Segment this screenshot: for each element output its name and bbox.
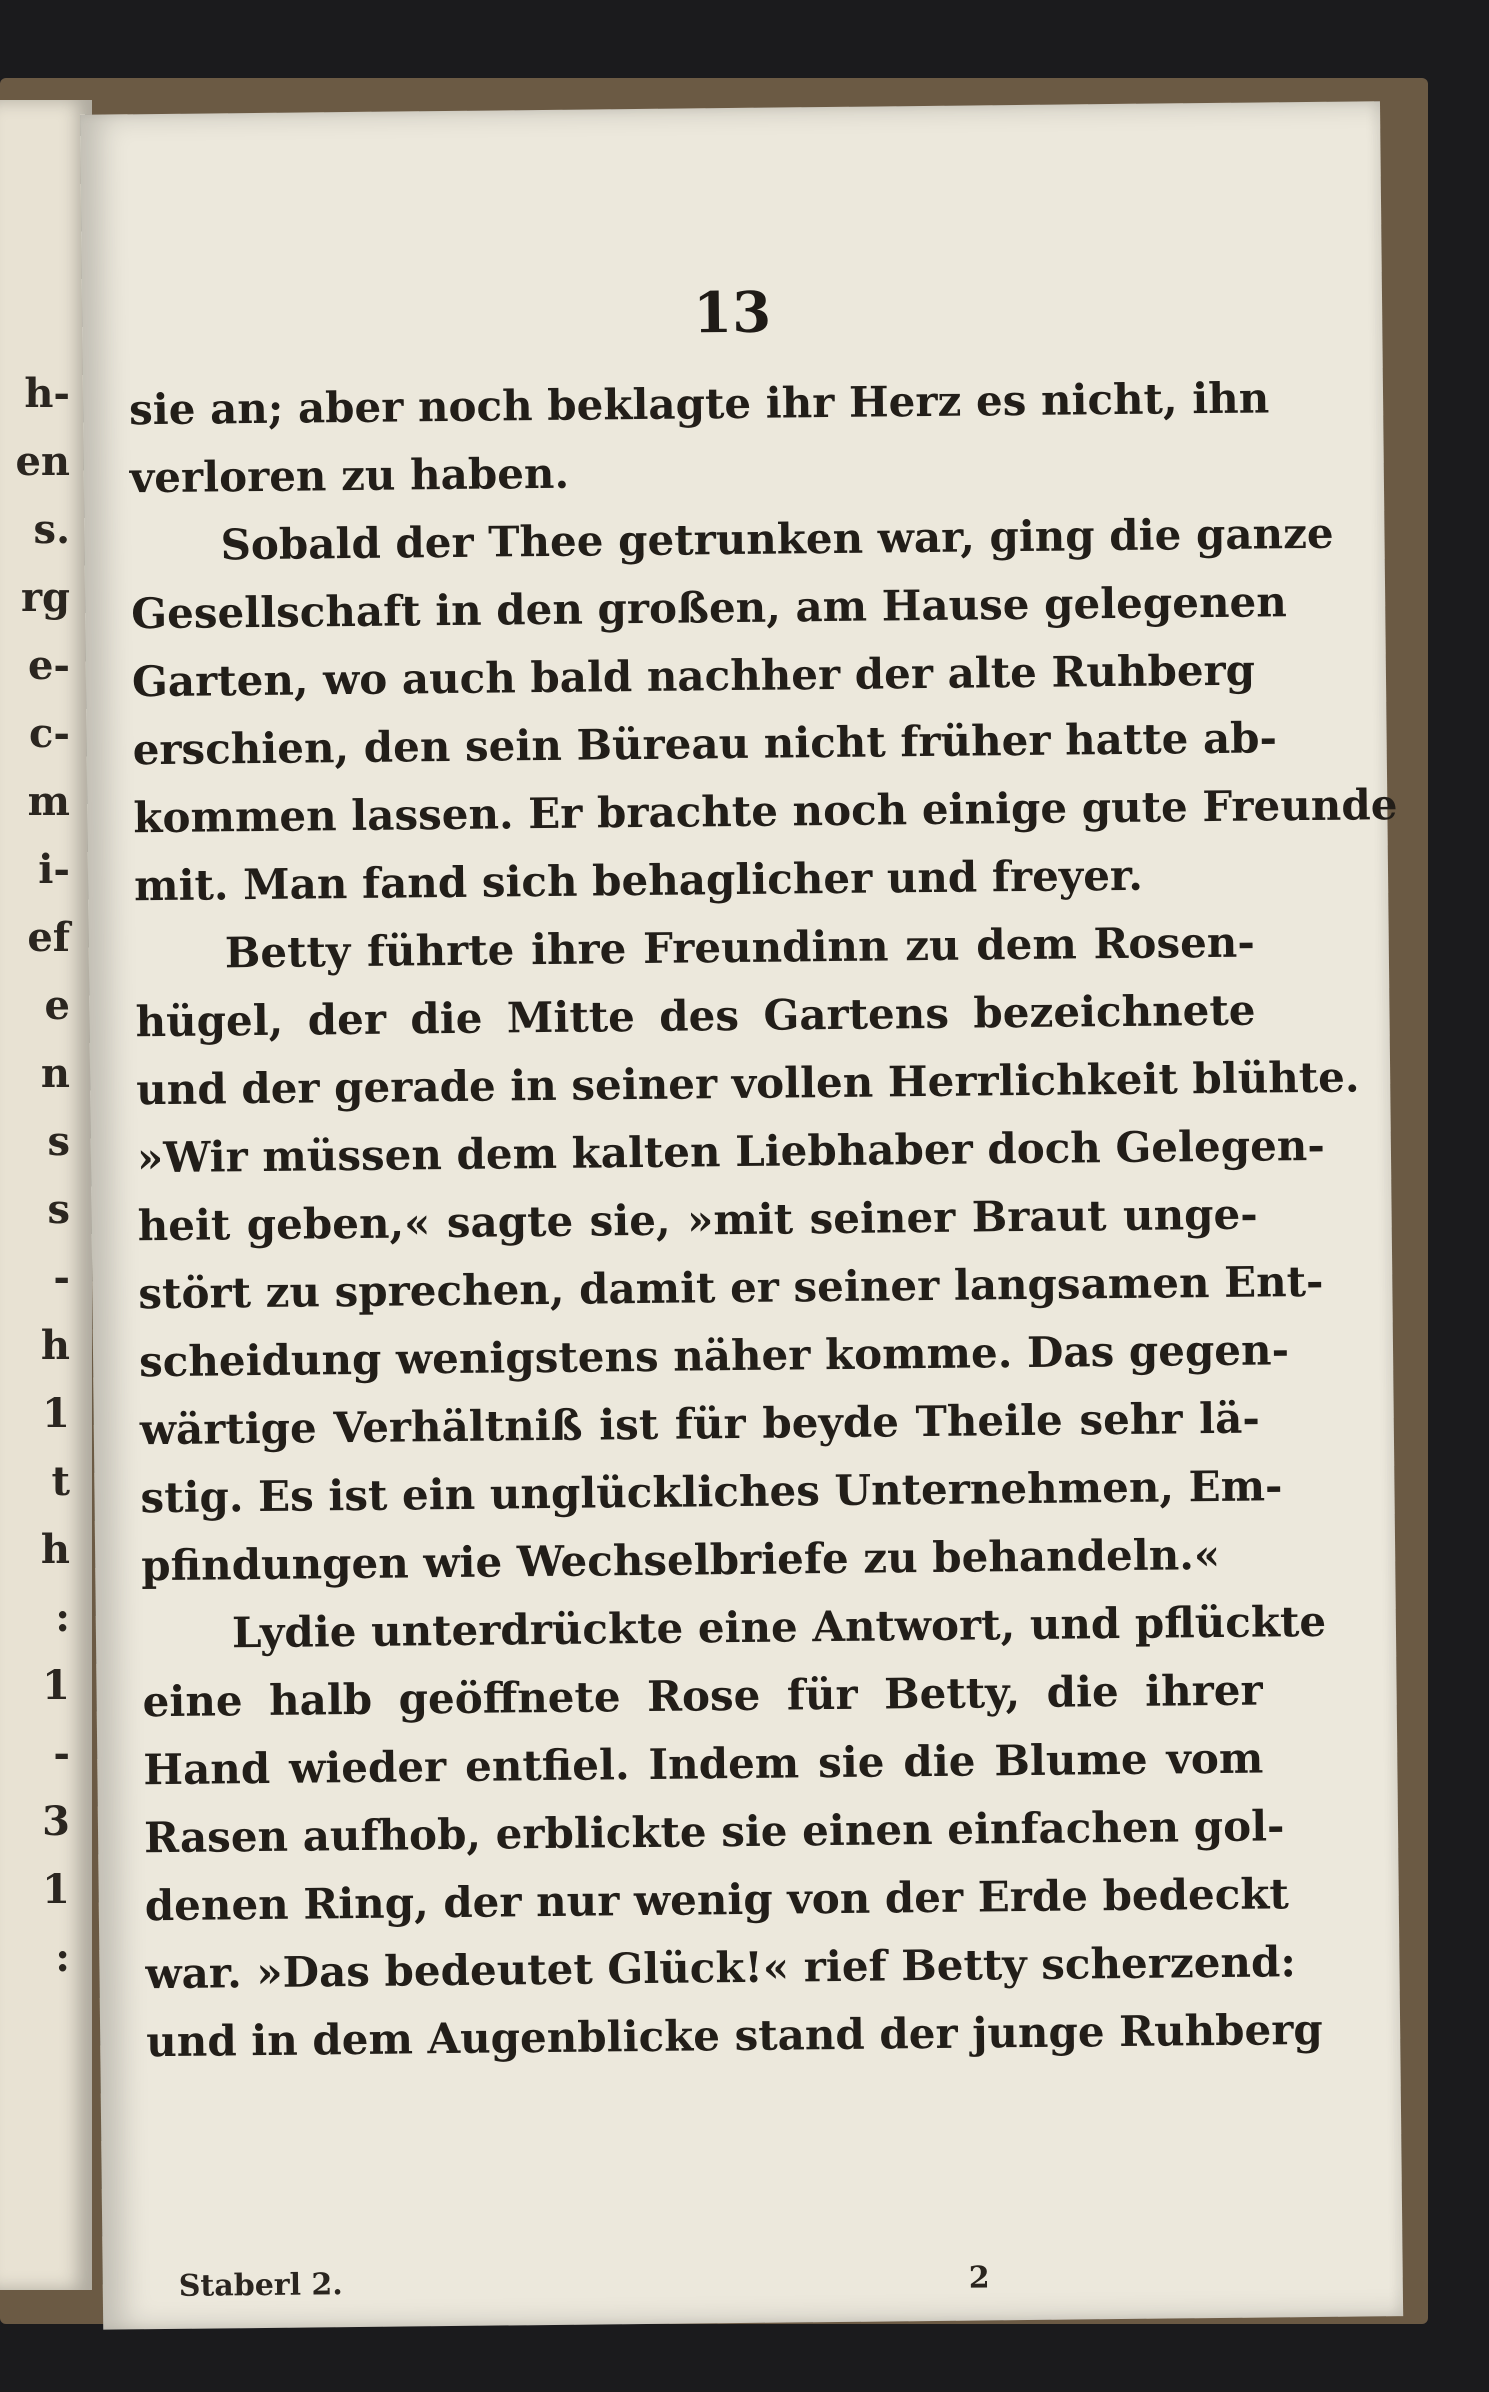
- text-line: und in dem Augenblicke stand der junge Ruhberg: [145, 2004, 1323, 2067]
- text-line: Hand wieder entfiel. Indem sie die Blume vom: [143, 1733, 1264, 1795]
- text-line: und der gerade in seiner vollen Herrlichkeit blühte.: [135, 1052, 1360, 1115]
- text-line: stört zu sprechen, damit er seiner langsamen Ent-: [138, 1256, 1324, 1319]
- book-page: [80, 101, 1403, 2329]
- left-page-fragment: s: [47, 1118, 70, 1165]
- text-line: heit geben,« sagte sie, »mit seiner Braut unge-: [137, 1189, 1258, 1251]
- left-page-fragment: s.: [33, 506, 70, 553]
- left-page-fragment: -: [53, 1730, 70, 1777]
- left-page-fragment: 1: [42, 1662, 70, 1709]
- text-line: verloren zu haben.: [129, 448, 570, 503]
- text-line: erschien, den sein Büreau nicht früher hatte ab-: [132, 713, 1278, 775]
- left-page-fragment: rg: [20, 574, 70, 621]
- left-page-fragment: e: [44, 982, 70, 1029]
- text-line: pfindungen wie Wechselbriefe zu behandeln.«: [140, 1529, 1221, 1591]
- left-page-fragment: n: [40, 1050, 70, 1097]
- left-page-fragment: :: [55, 1594, 70, 1641]
- left-page-fragment: s: [47, 1186, 70, 1233]
- text-line: hügel, der die Mitte des Gartens bezeichnete: [135, 985, 1256, 1047]
- left-page-fragment: h: [40, 1526, 70, 1573]
- text-line: scheidung wenigstens näher komme. Das gegen-: [138, 1325, 1290, 1387]
- text-line: Betty führte ihre Freundinn zu dem Rosen-: [224, 917, 1256, 978]
- text-line: »Wir müssen dem kalten Liebhaber doch Gelegen-: [136, 1120, 1325, 1183]
- left-page-fragment: 1: [42, 1866, 70, 1913]
- left-page-fragment: i-: [38, 846, 70, 893]
- left-page-fragment: -: [53, 1254, 70, 1301]
- left-page-fragment: m: [27, 778, 70, 825]
- text-line: sie an; aber noch beklagte ihr Herz es nicht, ihn: [128, 373, 1270, 435]
- text-line: wärtige Verhältniß ist für beyde Theile sehr lä-: [139, 1393, 1261, 1455]
- signature-mark: Staberl 2.: [178, 2267, 343, 2304]
- text-line: Sobald der Thee getrunken war, ging die ganze: [220, 508, 1334, 570]
- left-page-fragment: 1: [42, 1390, 70, 1437]
- left-page-fragment: c-: [29, 710, 70, 757]
- text-line: kommen lassen. Er brachte noch einige gute Freunde: [133, 780, 1398, 843]
- text-line: denen Ring, der nur wenig von der Erde bedeckt: [144, 1869, 1290, 1931]
- left-page-fragment: 3: [42, 1798, 70, 1845]
- text-line: mit. Man fand sich behaglicher und freyer.: [133, 850, 1144, 911]
- page-text: [128, 365, 1398, 2077]
- left-page-fragment: h: [40, 1322, 70, 1369]
- left-page-edge: [0, 100, 92, 2290]
- text-line: Gesellschaft in den großen, am Hause gelegenen: [131, 577, 1288, 639]
- text-line: stig. Es ist ein unglückliches Unternehmen, Em-: [140, 1461, 1283, 1523]
- left-page-fragment: e-: [27, 642, 70, 689]
- left-page-fragment: ef: [27, 914, 70, 961]
- text-line: war. »Das bedeutet Glück!« rief Betty scherzend:: [145, 1937, 1297, 1999]
- left-page-fragment: t: [51, 1458, 70, 1505]
- text-line: eine halb geöffnete Rose für Betty, die ihrer: [142, 1665, 1263, 1727]
- text-line: Lydie unterdrückte eine Antwort, und pflückte: [231, 1596, 1327, 1658]
- left-page-fragment: h-: [24, 370, 70, 417]
- text-line: Rasen aufhob, erblickte sie einen einfachen gol-: [143, 1801, 1285, 1863]
- page-footer: [149, 2257, 1269, 2304]
- sheet-number: 2: [968, 2260, 990, 2296]
- left-page-fragment: :: [55, 1934, 70, 1981]
- left-page-fragment: en: [15, 438, 70, 485]
- text-line: Garten, wo auch bald nachher der alte Ruhberg: [131, 645, 1256, 707]
- page-number: 13: [692, 279, 772, 347]
